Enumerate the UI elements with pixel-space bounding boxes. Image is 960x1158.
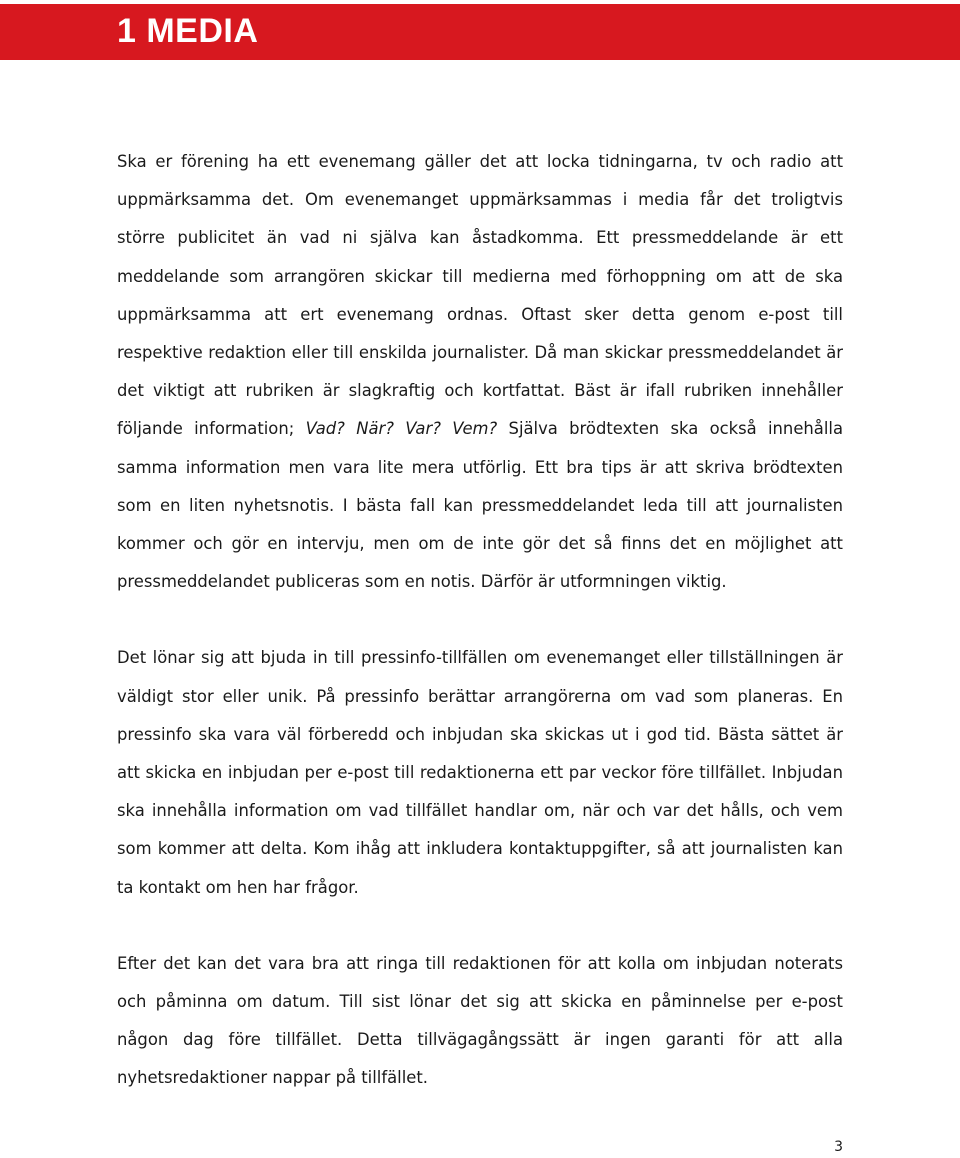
paragraph-text: Ska er förening ha ett evenemang gäller det att locka tidningarna, tv och radio att uppmärksamma det. Om evenemanget uppmärksammas i media får det troligtvis större publicitet än vad ni själva kan åstadkomma. Ett pressmeddelande är ett meddelande som arrangören skickar till medierna med förhoppning om att de ska uppmärksamma att ert evenemang ordnas. Oftast sker detta genom e-post till respektive redaktion eller till enskilda journalister. Då man skickar pressmeddelandet är det viktigt att rubriken är slagkraftig och kortfattat. Bäst är ifall rubriken innehåller följande information;: [117, 152, 843, 439]
chapter-title: 1 MEDIA: [117, 12, 259, 50]
paragraph-follow-up: Efter det kan det vara bra att ringa till redaktionen för att kolla om inbjudan noterats och påminna om datum. Till sist lönar det sig att skicka en påminnelse per e-post någon dag före tillfället. Detta tillvägagångssätt är ingen garanti för att alla nyhetsredaktioner nappar på tillfället.: [117, 953, 843, 1088]
chapter-header-bar: [0, 4, 960, 60]
paragraph-text: Själva brödtexten ska också innehålla samma information men vara lite mera utförlig. Ett bra tips är att skriva brödtexten som en liten nyhetsnotis. I bästa fall kan pressmeddelandet leda till att journalisten kommer och gör en intervju, men om de inte gör det så finns det en möjlighet att pressmeddelandet publiceras som en notis. Därför är utformningen viktig.: [117, 419, 843, 592]
paragraph-press-release: [117, 143, 843, 601]
page-number: 3: [834, 1139, 843, 1155]
question-when: När?: [356, 419, 394, 439]
document-body: [117, 143, 843, 1098]
question-where: Var?: [405, 419, 441, 439]
question-who: Vem?: [452, 419, 498, 439]
paragraph-press-info: Det lönar sig att bjuda in till pressinfo-tillfällen om evenemanget eller tillställningen är väldigt stor eller unik. På pressinfo berättar arrangörerna om vad som planeras. En pressinfo ska vara väl förberedd och inbjudan ska skickas ut i god tid. Bästa sättet är att skicka en inbjudan per e-post till redaktionerna ett par veckor före tillfället. Inbjudan ska innehålla information om vad tillfället handlar om, när och var det hålls, och vem som kommer att delta. Kom ihåg att inkludera kontaktuppgifter, så att journalisten kan ta kontakt om hen har frågor.: [117, 648, 843, 897]
question-what: Vad?: [305, 419, 345, 439]
